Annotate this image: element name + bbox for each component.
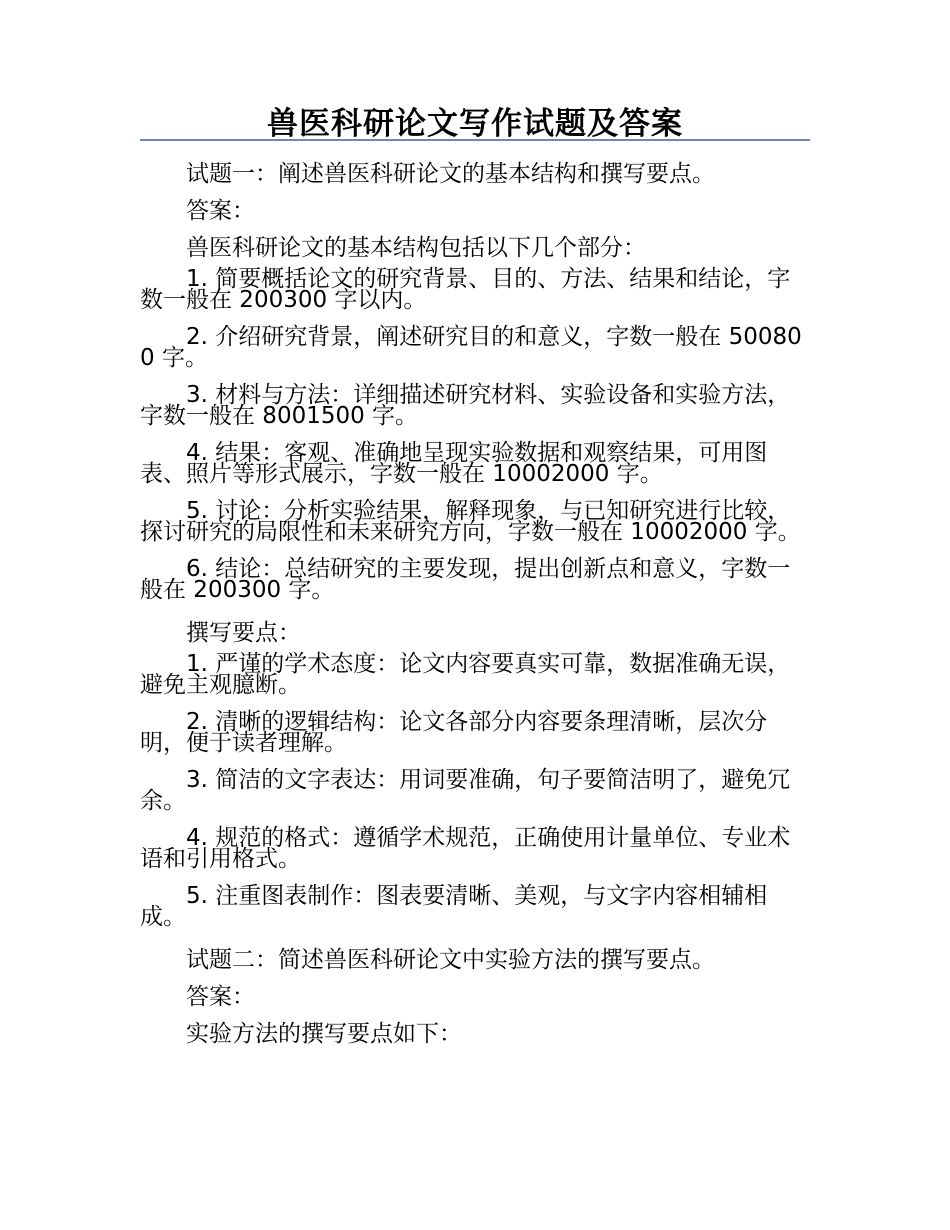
question-two: 试题二：简述兽医科研论文中实验方法的撰写要点。 <box>186 947 715 973</box>
answer-label: 答案： <box>186 198 255 224</box>
writing-point-1: 1. 严谨的学术态度：论文内容要真实可靠，数据准确无误，避免主观臆断。 <box>140 651 791 698</box>
document-title: 兽医科研论文写作试题及答案 <box>267 106 683 142</box>
document-body <box>140 158 810 1055</box>
structure-item-2: 2. 介绍研究背景，阐述研究目的和意义，字数一般在 500800 字。 <box>140 324 802 371</box>
structure-item-5: 5. 讨论：分析实验结果，解释现象，与已知研究进行比较，探讨研究的局限性和未来研究方向，字数一般在 10002000 字。 <box>140 498 801 545</box>
structure-item-3: 3. 材料与方法：详细描述研究材料、实验设备和实验方法，字数一般在 8001500 字。 <box>140 382 791 429</box>
title-underline <box>140 139 810 141</box>
question-one: 试题一：阐述兽医科研论文的基本结构和撰写要点。 <box>186 161 715 187</box>
answer-label-two: 答案： <box>186 984 255 1010</box>
writing-points-label: 撰写要点： <box>186 620 301 646</box>
structure-intro: 兽医科研论文的基本结构包括以下几个部分： <box>186 235 646 261</box>
structure-item-6: 6. 结论：总结研究的主要发现，提出创新点和意义，字数一般在 200300 字。 <box>140 556 791 603</box>
writing-point-3: 3. 简洁的文字表达：用词要准确，句子要简洁明了，避免冗余。 <box>140 767 791 814</box>
writing-point-2: 2. 清晰的逻辑结构：论文各部分内容要条理清晰，层次分明，便于读者理解。 <box>140 709 768 756</box>
structure-item-1: 1. 简要概括论文的研究背景、目的、方法、结果和结论，字数一般在 200300 字以内。 <box>140 266 791 313</box>
writing-point-4: 4. 规范的格式：遵循学术规范，正确使用计量单位、专业术语和引用格式。 <box>140 825 791 872</box>
writing-point-5: 5. 注重图表制作：图表要清晰、美观，与文字内容相辅相成。 <box>140 883 768 930</box>
structure-item-4: 4. 结果：客观、准确地呈现实验数据和观察结果，可用图表、照片等形式展示，字数一般在 10002000 字。 <box>140 440 768 487</box>
method-intro: 实验方法的撰写要点如下： <box>186 1021 462 1047</box>
